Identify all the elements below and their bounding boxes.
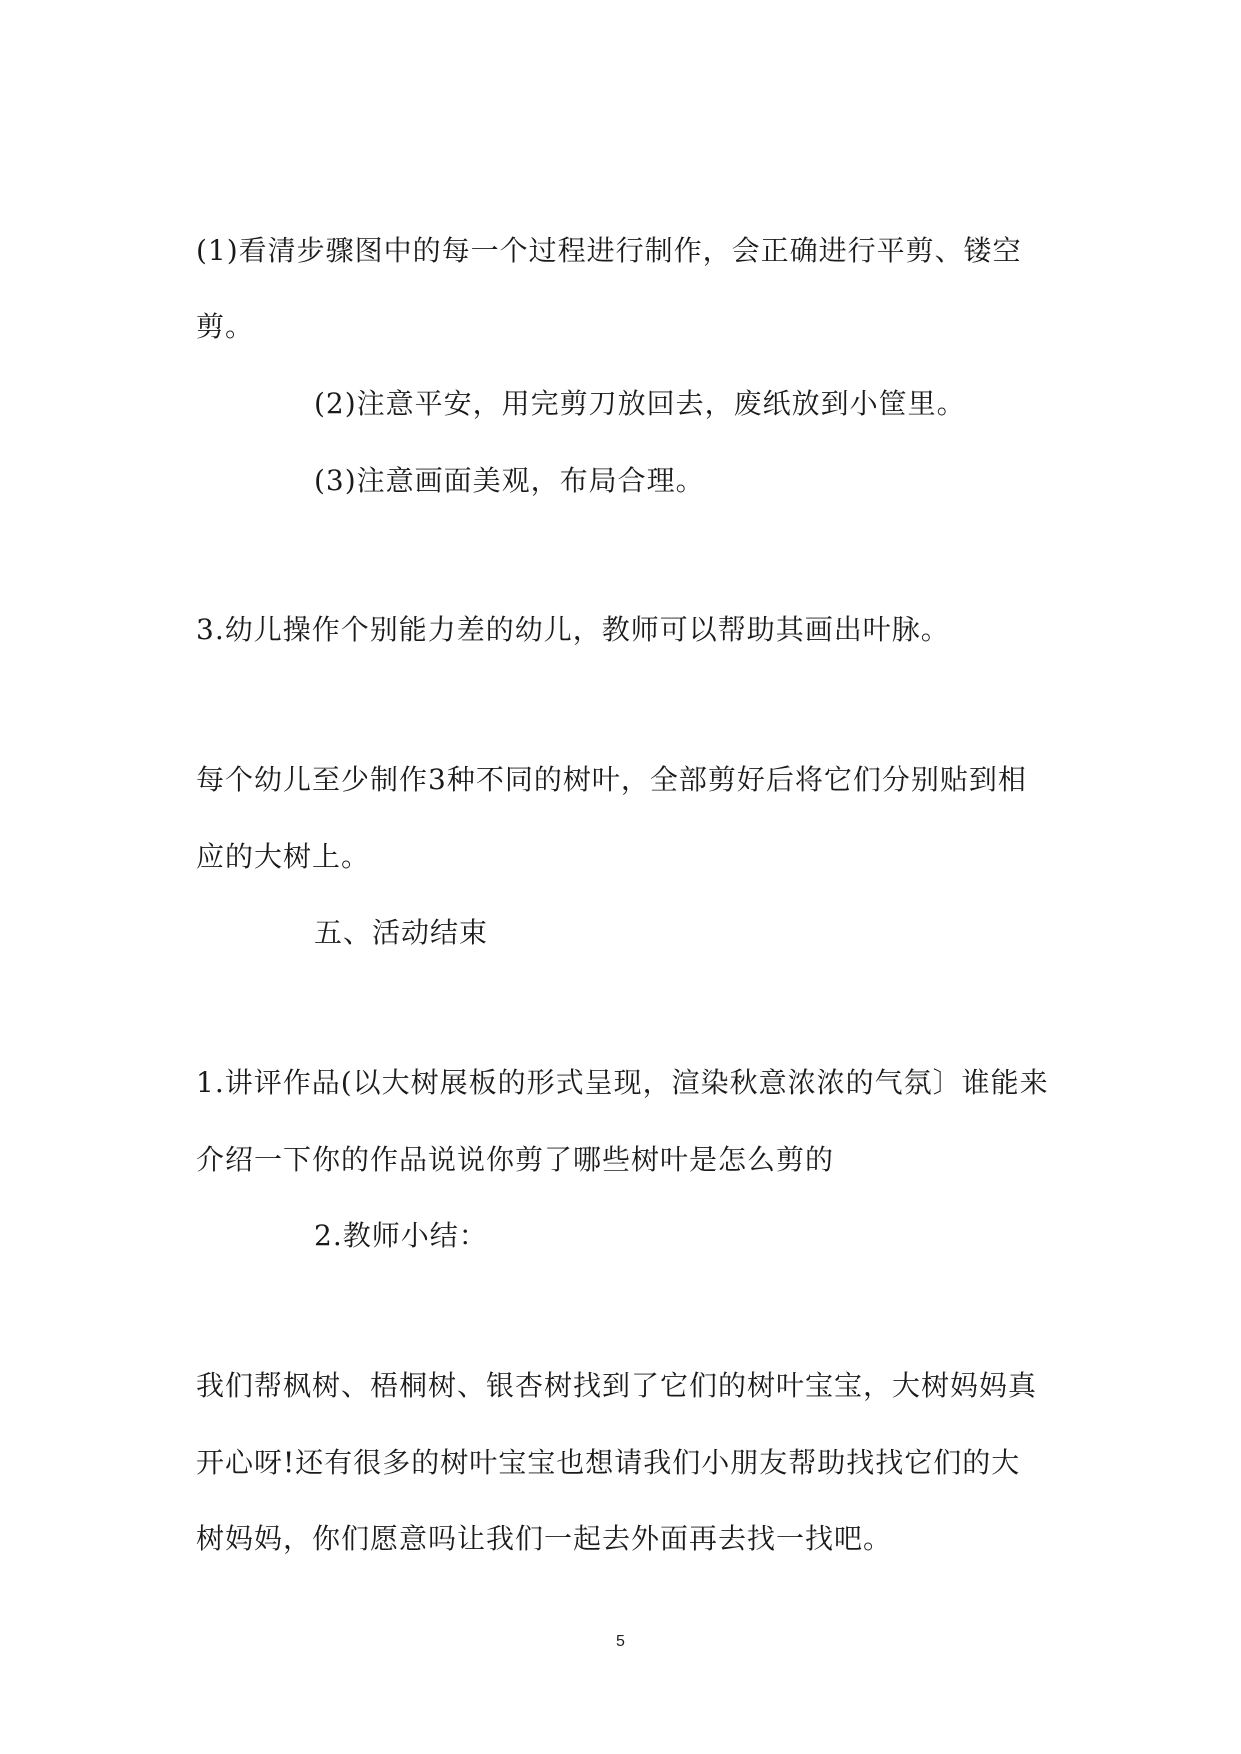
page-number: 5 bbox=[616, 1633, 625, 1650]
text-line: 我们帮枫树、梧桐树、银杏树找到了它们的树叶宝宝，大树妈妈真 bbox=[196, 1369, 1038, 1402]
text-line: 每个幼儿至少制作3种不同的树叶，全部剪好后将它们分别贴到相 bbox=[196, 763, 1027, 796]
text-line: 树妈妈，你们愿意吗让我们一起去外面再去找一找吧。 bbox=[196, 1522, 893, 1555]
text-line: 剪。 bbox=[196, 310, 255, 343]
text-line: 开心呀!还有很多的树叶宝宝也想请我们小朋友帮助找找它们的大 bbox=[196, 1446, 1021, 1479]
text-line: (3)注意画面美观，布局合理。 bbox=[314, 464, 705, 497]
text-line: 2.教师小结： bbox=[314, 1219, 488, 1252]
text-line: 介绍一下你的作品说说你剪了哪些树叶是怎么剪的 bbox=[196, 1143, 835, 1176]
text-line: (1)看清步骤图中的每一个过程进行制作，会正确进行平剪、镂空 bbox=[196, 234, 1022, 267]
text-line: 1.讲评作品(以大树展板的形式呈现，渲染秋意浓浓的气氛〕谁能来 bbox=[196, 1066, 1049, 1099]
section-heading: 五、活动结束 bbox=[314, 916, 489, 949]
text-line: (2)注意平安，用完剪刀放回去，废纸放到小筐里。 bbox=[314, 387, 966, 420]
text-line: 3.幼儿操作个别能力差的幼儿，教师可以帮助其画出叶脉。 bbox=[196, 613, 950, 646]
text-line: 应的大树上。 bbox=[196, 840, 371, 873]
